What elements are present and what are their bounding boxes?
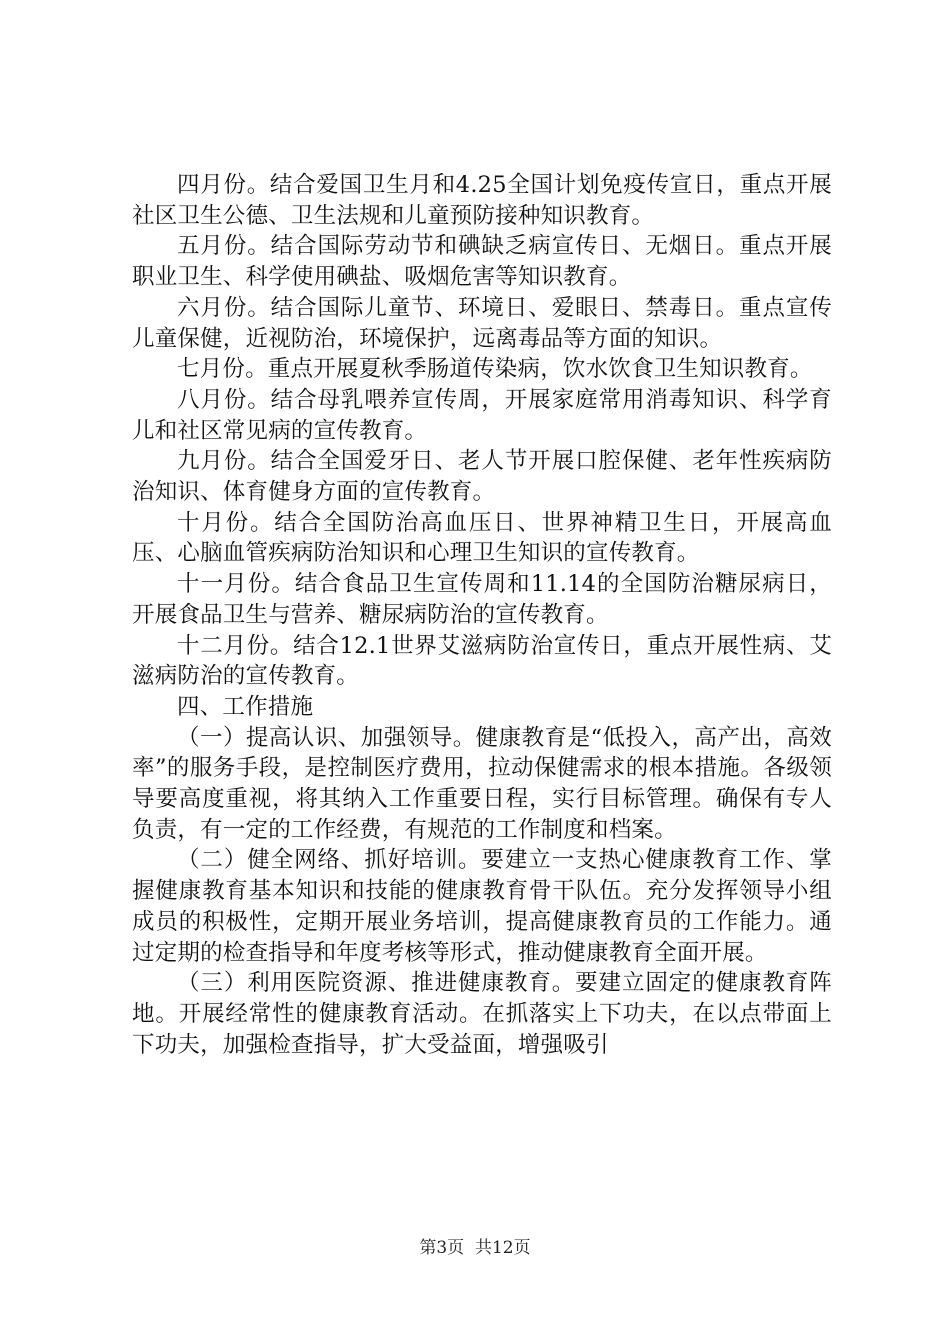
paragraph-august: 八月份。结合母乳喂养宣传周，开展家庭常用消毒知识、科学育儿和社区常见病的宣传教育。 — [132, 386, 832, 444]
paragraph-december: 十二月份。结合12.1世界艾滋病防治宣传日，重点开展性病、艾滋病防治的宣传教育。 — [132, 632, 832, 690]
document-body — [132, 170, 832, 1060]
paragraph-october: 十月份。结合全国防治高血压日、世界神精卫生日，开展高血压、心脑血管疾病防治知识和心理卫生知识的宣传教育。 — [132, 509, 832, 567]
paragraph-july: 七月份。重点开展夏秋季肠道传染病，饮水饮食卫生知识教育。 — [177, 356, 813, 383]
paragraph-measure-2: （二）健全网络、抓好培训。要建立一支热心健康教育工作、掌握健康教育基本知识和技能的健康教育骨干队伍。充分发挥领导小组成员的积极性，定期开展业务培训，提高健康教育员的工作能力。通过定期的检查指导和年度考核等形式，推动健康教育全面开展。 — [132, 847, 832, 966]
page-number-label: 第3页 共12页 — [419, 1238, 531, 1258]
paragraph-november: 十一月份。结合食品卫生宣传周和11.14的全国防治糖尿病日，开展食品卫生与营养、糖尿病防治的宣传教育。 — [132, 571, 832, 628]
paragraph-may: 五月份。结合国际劳动节和碘缺乏病宣传日、无烟日。重点开展职业卫生、科学使用碘盐、吸烟危害等知识教育。 — [132, 233, 832, 291]
paragraph-april: 四月份。结合爱国卫生月和4.25全国计划免疫传宣日，重点开展社区卫生公德、卫生法规和儿童预防接种知识教育。 — [132, 172, 832, 229]
section-heading-measures: 四、工作措施 — [177, 693, 314, 720]
paragraph-measure-1: （一）提高认识、加强领导。健康教育是“低投入，高产出，高效率”的服务手段，是控制医疗费用，拉动保健需求的根本措施。各级领导要高度重视，将其纳入工作重要日程，实行目标管理。确保有专人负责，有一定的工作经费，有规范的工作制度和档案。 — [132, 724, 832, 843]
paragraph-measure-3: （三）利用医院资源、推进健康教育。要建立固定的健康教育阵地。开展经常性的健康教育活动。在抓落实上下功夫，在以点带面上下功夫，加强检查指导，扩大受益面，增强吸引 — [132, 970, 832, 1058]
page-footer — [0, 1233, 950, 1258]
paragraph-september: 九月份。结合全国爱牙日、老人节开展口腔保健、老年性疾病防治知识、体育健身方面的宣传教育。 — [132, 448, 832, 506]
paragraph-june: 六月份。结合国际儿童节、环境日、爱眼日、禁毒日。重点宣传儿童保健，近视防治，环境保护，远离毒品等方面的知识。 — [132, 294, 832, 352]
